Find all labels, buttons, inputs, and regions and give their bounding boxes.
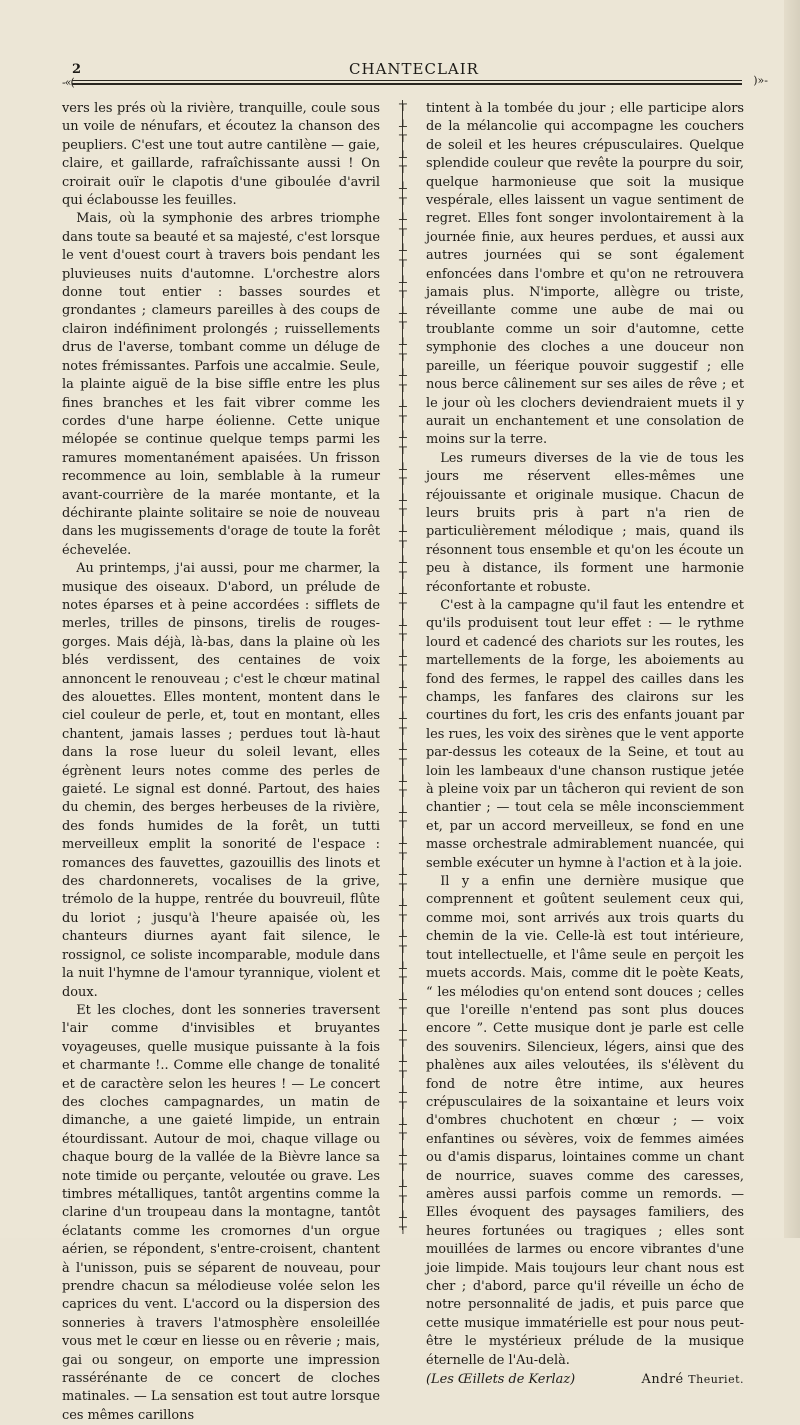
header-rule-thin [72,80,742,81]
paragraph: tintent à la tombée du jour ; elle participe alors de la mélancolie qui accompagne les couchers de soleil et les heures crépusculaires. Quelque splendide couleur que revête la pourpre du soir, quelque harmonieuse que soit la musique vespérale, elles laissent un vague sentiment de regret. Elles font songer involontairement à la journée finie, aux heures perdues, et aussi aux autres journées qui se sont également enfoncées dans l'ombre et qu'on ne retrouvera jamais plus. N'importe, allègre ou triste, réveillante comme une aube de mai ou troublante comme un soir d'automne, cette symphonie des cloches a une douceur non pareille, un féerique pouvoir suggestif ; elle nous berce câlinement sur ses ailes de rêve ; et le jour où les clochers deviendraient muets il y aurait un enchantement et une consolation de moins sur la terre. [426,101,744,448]
signature [426,1371,744,1389]
page-number: 2 [72,62,82,77]
source-citation: (Les Œillets de Kerlaz) [426,1372,576,1388]
page-header [58,58,770,94]
ornament-right-icon: )»- [753,74,768,87]
author-last-name: Theuriet. [688,1373,744,1387]
paragraph: Il y a enfin une dernière musique que comprennent et goûtent seulement ceux qui, comme moi, sont arrivés aux trois quarts du chemin de la vie. Celle-là est tout intérieure, tout intellectuelle, et l'âme seule en perçoit les muets accords. Mais, comme dit le poète Keats, “ les mélodies qu'on entend sont douces ; celles que l'oreille n'entend pas sont plus douces encore ”. Cette musique dont je parle est celle des souvenirs. Silencieux, légers, ainsi que des phalènes aux ailes veloutées, ils s'élèvent du fond de notre être intime, aux heures crépusculaires de la soixantaine et leurs voix d'ombres chuchotent en chœur ; — voix enfantines ou sévères, voix de femmes aimées ou d'amis disparus, lointaines comme un chant de nourrice, suaves comme des caresses, amères aussi parfois comme un remords. — Elles évoquent des paysages familiers, des heures fortunées ou tragiques ; elles sont mouillées de larmes ou encore vibrantes d'une joie limpide. Mais toujours leur chant nous est cher ; d'abord, parce qu'il réveille un écho de notre personnalité de jadis, et puis parce que cette musique immatérielle est pour nous peut-être le mystérieux prélude de la musique éternelle de l'Au-delà. [426,874,744,1368]
paragraph: vers les prés où la rivière, tranquille, coule sous un voile de nénufars, et écoutez la chanson des peupliers. C'est une tout autre cantilène — gaie, claire, et gaillarde, rafraîchissante aussi ! On croirait ouïr le clapotis d'une giboulée d'avril qui éclabousse les feuilles. [62,101,380,209]
paragraph: Mais, où la symphonie des arbres triomphe dans toute sa beauté et sa majesté, c'est lorsque le vent d'ouest court à travers bois pendant les pluvieuses nuits d'automne. L'orchestre alors donne tout entier : basses sourdes et grondantes ; clameurs pareilles à des coups de clairon indéfiniment prolongés ; ruissellements drus de l'averse, tombant comme un déluge de notes frémissantes. Parfois une accalmie. Seule, la plainte aiguë de la bise siffle entre les plus fines branches et les fait vibrer comme les cordes d'une harpe éolienne. Cette unique mélopée se continue quelque temps parmi les ramures momentanément apaisées. Un frisson recommence au loin, semblable à la rumeur avant-courrière de la marée montante, et la déchirante plainte solitaire se noie de nouveau dans les mugissements d'orage de toute la forêt échevelée. [62,211,380,558]
divider-arrow-marks-icon: ⊤ ⊥ ⊤ ⊥ ⊤ ⊥ ⊤ ⊥ ⊤ ⊥ ⊤ ⊥ ⊤ ⊥ ⊤ ⊥ ⊤ ⊥ ⊤ ⊥ ⊤ ⊥ ⊤ ⊥ ⊤ ⊥ ⊤ ⊥ ⊤ ⊥ ⊤ ⊥ ⊤ ⊥ ⊤ ⊥ ⊤ ⊥ ⊤ ⊥ ⊤ ⊥ ⊤ ⊥ ⊤ ⊥ ⊤ ⊥ ⊤ ⊥ ⊤ ⊥ ⊤ ⊥ ⊤ ⊥ ⊤ ⊥ ⊤ ⊥ ⊤ ⊥ ⊤ ⊥ ⊤ ⊥ ⊤ ⊥ ⊤ ⊥ ⊤ ⊥ ⊤ [397,101,409,1237]
page-edge [784,0,800,1238]
paragraph: Et les cloches, dont les sonneries traversent l'air comme d'invisibles et bruyantes voyageuses, quelle musique puissante à la fois et charmante !.. Comme elle change de tonalité et de caractère selon les heures ! — Le concert des cloches campagnardes, un matin de dimanche, a une gaieté limpide, un entrain étourdissant. Autour de moi, chaque village ou chaque bourg de la vallée de la Bièvre lance sa note timide ou perçante, veloutée ou grave. Les timbres métalliques, tantôt argentins comme la clarine d'un troupeau dans la montagne, tantôt éclatants comme les cromornes d'un orgue aérien, se répondent, s'entre-croisent, chantent à l'unisson, puis se séparent de nouveau, pour prendre chacun sa mélodieuse volée selon les caprices du vent. L'accord ou la dispersion des sonneries à travers l'atmosphère ensoleillée vous met le cœur en liesse ou en rêverie ; mais, gai ou songeur, on emporte une impression rassérénante de ce concert de cloches matinales. — La sensation est tout autre lorsque ces mêmes carillons [62,1002,380,1423]
paragraph: Les rumeurs diverses de la vie de tous les jours me réservent elles-mêmes une réjouissante et originale musique. Chacun de leurs bruits pris à part n'a rien de particulièrement mélodique ; mais, quand ils résonnent tous ensemble et qu'on les écoute un peu à distance, ils forment une harmonie réconfortante et robuste. [426,450,744,595]
author-name [642,1371,744,1389]
paragraph: C'est à la campagne qu'il faut les entendre et qu'ils produisent tout leur effet : — le rythme lourd et cadencé des chariots sur les routes, les martellements de la forge, les aboiements au fond des fermes, le rappel des cailles dans les champs, les fanfares des clairons sur les courtines du fort, les cris des enfants jouant par les rues, les voix des sirènes que le vent apporte par-dessus les coteaux de la Seine, et tout au loin les lambeaux d'une chanson rustique jetée à pleine voix par un tâcheron qui revient de son chantier ; — tout cela se mêle inconsciemment et, par un accord merveilleux, se fond en une masse orchestrale admirablement nuancée, qui semble exécuter un hymne à l'action et à la joie. [426,597,744,871]
column-divider-ornament [393,100,413,1237]
right-column [426,100,744,1389]
author-first-name: André [641,1372,684,1388]
paragraph: Au printemps, j'ai aussi, pour me charmer, la musique des oiseaux. D'abord, un prélude de notes éparses et à peine accordées : sifflets de merles, trilles de pinsons, tirelis de rouges-gorges. Mais déjà, là-bas, dans la plaine où les blés verdissent, des centaines de voix annoncent le renouveau ; c'est le chœur matinal des alouettes. Elles montent, montent dans le ciel couleur de perle, et, tout en montant, elles chantent, jamais lasses ; perdues tout là-haut dans la rose lueur du soleil levant, elles égrènent leurs notes comme des perles de gaieté. Le signal est donné. Partout, des haies du chemin, des berges herbeuses de la rivière, des fonds humides de la forêt, un tutti merveilleux emplit la sonorité de l'espace : romances des fauvettes, gazouillis des linots et des chardonnerets, vocalises de la grive, trémolo de la huppe, rentrée du bouvreuil, flûte du loriot ; jusqu'à l'heure apaisée où, les chanteurs diurnes ayant fait silence, le rossignol, ce soliste incomparable, module dans la nuit l'hymne de l'amour tyrannique, violent et doux. [62,561,380,1000]
left-column [62,100,380,1425]
header-rule-thick [72,83,742,85]
ornament-left-icon: -«( [62,76,74,89]
running-title: CHANTECLAIR [349,60,479,78]
